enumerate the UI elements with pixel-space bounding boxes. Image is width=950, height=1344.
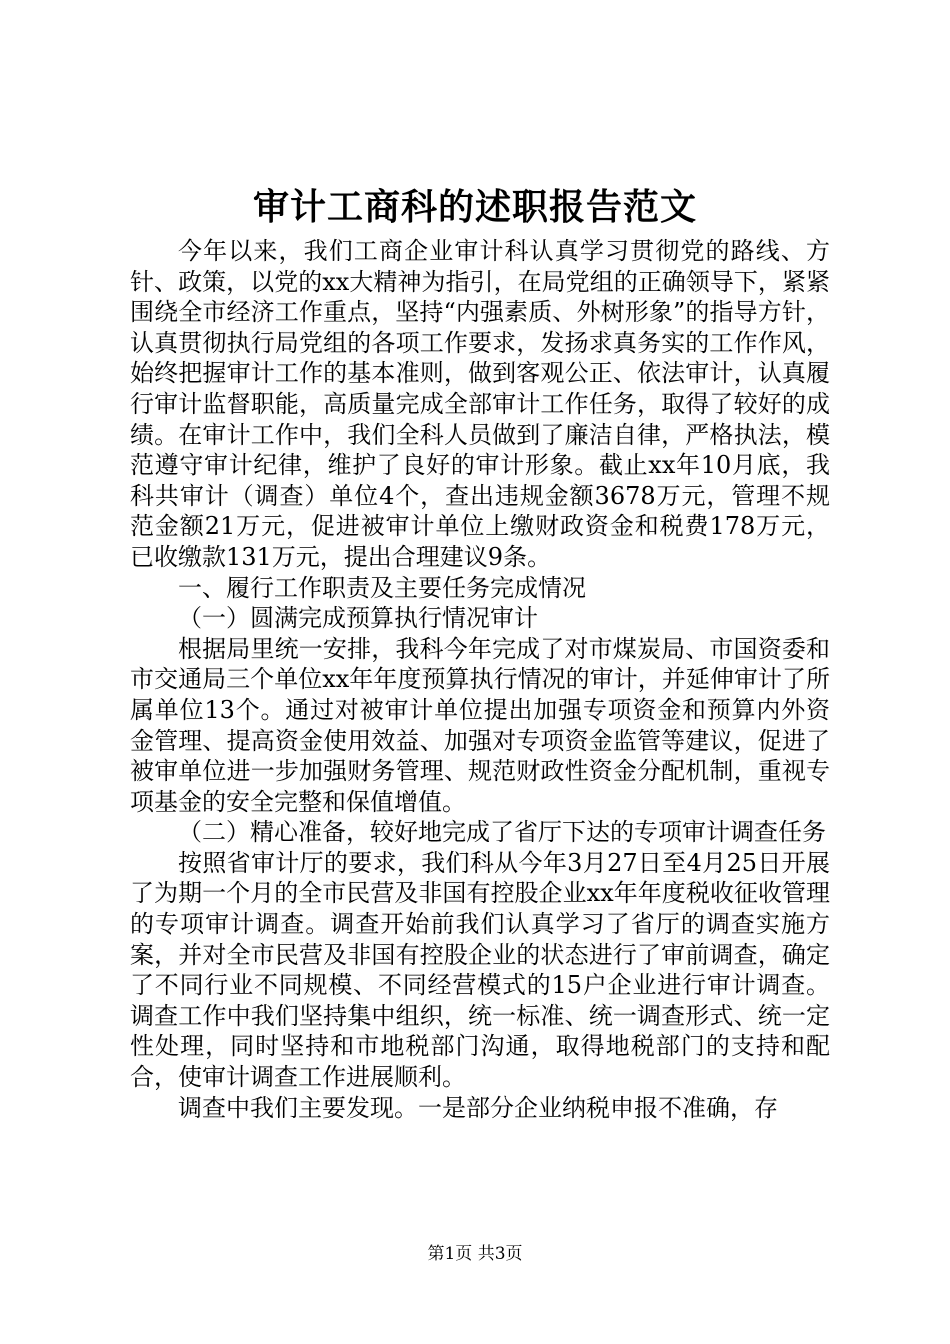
page-footer: 第1页 共3页 xyxy=(427,1244,523,1264)
document-body xyxy=(130,236,830,1123)
paragraph-intro: 今年以来，我们工商企业审计科认真学习贯彻党的路线、方针、政策，以党的xx大精神为指引，在局党组的正确领导下，紧紧围绕全市经济工作重点，坚持“内强素质、外树形象”的指导方针，认真贯彻执行局党组的各项工作要求，发扬求真务实的工作作风，始终把握审计工作的基本准则，做到客观公正、依法审计，认真履行审计监督职能，高质量完成全部审计工作任务，取得了较好的成绩。在审计工作中，我们全科人员做到了廉洁自律，严格执法，模范遵守审计纪律，维护了良好的审计形象。截止xx年10月底，我科共审计（调查）单位4个，查出违规金额3678万元，管理不规范金额21万元，促进被审计单位上缴财政资金和税费178万元，已收缴款131万元，提出合理建议9条。 xyxy=(130,237,830,571)
subsection-heading-1: （一）圆满完成预算执行情况审计 xyxy=(178,604,538,633)
paragraph-budget-audit: 根据局里统一安排，我科今年完成了对市煤炭局、市国资委和市交通局三个单位xx年年度预算执行情况的审计，并延伸审计了所属单位13个。通过对被审计单位提出加强专项资金和预算内外资金管理、提高资金使用效益、加强对专项资金监管等建议，促进了被审单位进一步加强财务管理、规范财政性资金分配机制，重视专项基金的安全完整和保值增值。 xyxy=(130,634,830,816)
subsection-heading-2: （二）精心准备，较好地完成了省厅下达的专项审计调查任务 xyxy=(178,818,826,847)
paragraph-findings: 调查中我们主要发现。一是部分企业纳税申报不准确，存 xyxy=(178,1093,778,1122)
paragraph-special-audit: 按照省审计厅的要求，我们科从今年3月27日至4月25日开展了为期一个月的全市民营及非国有控股企业xx年年度税收征收管理的专项审计调查。调查开始前我们认真学习了省厅的调查实施方案，并对全市民营及非国有控股企业的状态进行了审前调查，确定了不同行业不同规模、不同经营模式的15户企业进行审计调查。调查工作中我们坚持集中组织，统一标准、统一调查形式、统一定性处理，同时坚持和市地税部门沟通，取得地税部门的支持和配合，使审计调查工作进展顺利。 xyxy=(130,848,830,1092)
document-title: 审计工商科的述职报告范文 xyxy=(252,186,697,228)
section-heading-1: 一、履行工作职责及主要任务完成情况 xyxy=(178,573,586,602)
